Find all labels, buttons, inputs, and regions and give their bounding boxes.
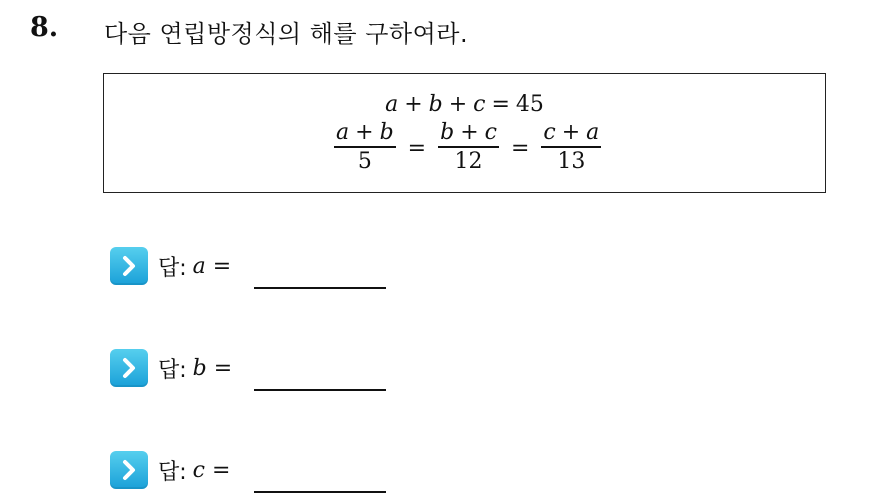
equation-line-2 [334, 118, 601, 178]
equals-sign: = [510, 135, 530, 161]
denominator: 13 [557, 148, 586, 174]
equals-sign: = [491, 92, 510, 117]
denominator: 5 [357, 148, 372, 174]
fraction-2 [438, 120, 499, 176]
answer-blank-c[interactable] [254, 491, 386, 493]
var-b: b [428, 92, 443, 117]
num-left: b [440, 120, 455, 146]
plus-sign: + [448, 92, 468, 117]
question-text: 다음 연립방정식의 해를 구하여라. [104, 20, 469, 48]
equation-box [103, 73, 826, 193]
num-right: b [379, 120, 394, 146]
answer-label: 답: [158, 357, 187, 383]
chevron-right-icon [110, 349, 148, 387]
answer-variable: c = [192, 457, 231, 483]
plus-sign: + [460, 120, 479, 146]
chevron-right-icon [110, 451, 148, 489]
num-right: c [484, 120, 497, 146]
answer-label: 답: [158, 459, 187, 485]
answer-row-b [110, 348, 232, 388]
answer-blank-b[interactable] [254, 389, 386, 391]
answer-row-a [110, 246, 231, 286]
plus-sign: + [561, 120, 581, 146]
fraction-3 [541, 120, 601, 176]
num-left: a [336, 120, 350, 146]
equation-line-1 [104, 92, 825, 117]
rhs-value: 45 [515, 92, 544, 117]
plus-sign: + [355, 120, 374, 146]
plus-sign: + [404, 92, 423, 117]
equals-sign: = [407, 135, 427, 161]
question-number: 8. [30, 12, 59, 43]
answer-row-c [110, 450, 230, 490]
var-c: c [473, 92, 486, 117]
answer-label: 답: [158, 255, 187, 281]
chevron-right-icon [110, 247, 148, 285]
answer-blank-a[interactable] [254, 287, 386, 289]
var-a: a [385, 92, 399, 117]
num-left: c [543, 120, 556, 146]
answer-variable: b = [192, 355, 233, 381]
num-right: a [586, 120, 600, 146]
answer-variable: a = [192, 253, 232, 279]
denominator: 12 [454, 148, 483, 174]
fraction-1 [334, 120, 396, 176]
